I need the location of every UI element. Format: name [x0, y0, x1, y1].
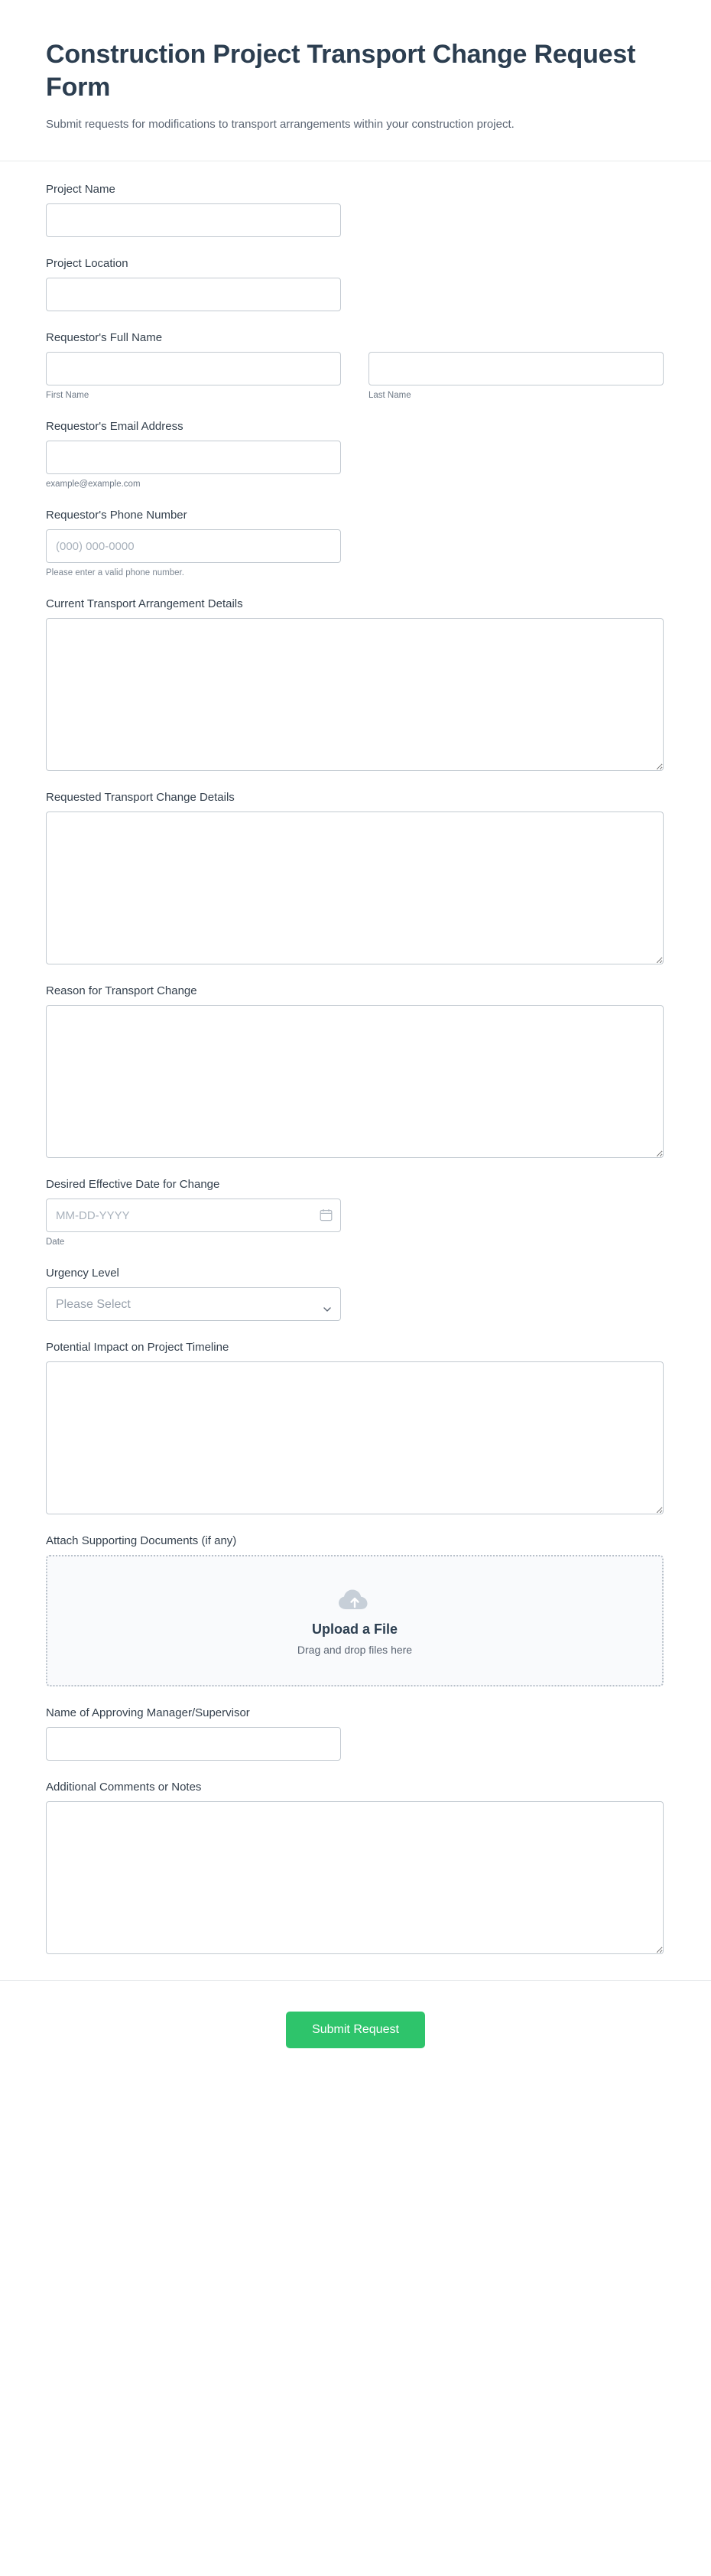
requestor-email-sublabel: example@example.com	[46, 480, 141, 490]
impact-textarea[interactable]	[46, 1361, 664, 1514]
reason-textarea[interactable]	[46, 1005, 664, 1158]
current-transport-textarea[interactable]	[46, 618, 664, 771]
field-requestor-email	[46, 420, 665, 489]
effective-date-input[interactable]	[46, 1199, 341, 1232]
first-name-sublabel: First Name	[46, 391, 89, 401]
field-project-location	[46, 257, 665, 311]
last-name-sublabel: Last Name	[368, 391, 411, 401]
additional-comments-textarea[interactable]	[46, 1801, 664, 1954]
requestor-phone-label: Requestor's Phone Number	[46, 509, 187, 522]
page-title: Construction Project Transport Change Request Form	[46, 40, 636, 102]
requested-change-textarea[interactable]	[46, 812, 664, 964]
field-approving-manager	[46, 1706, 665, 1761]
urgency-select-wrapper	[46, 1287, 341, 1321]
requestor-name-label: Requestor's Full Name	[46, 331, 163, 345]
field-requestor-phone	[46, 509, 665, 577]
last-name-group	[368, 352, 664, 400]
attachments-label: Attach Supporting Documents (if any)	[46, 1534, 237, 1548]
form-footer	[0, 1980, 711, 2094]
field-reason	[46, 984, 665, 1158]
field-requestor-name	[46, 331, 665, 400]
project-name-label: Project Name	[46, 183, 115, 197]
requestor-phone-input[interactable]	[46, 529, 341, 563]
field-additional-comments	[46, 1781, 665, 1954]
urgency-select[interactable]	[46, 1287, 341, 1321]
approving-manager-label: Name of Approving Manager/Supervisor	[46, 1706, 250, 1720]
project-name-input[interactable]	[46, 203, 341, 237]
field-effective-date	[46, 1178, 665, 1247]
submit-button[interactable]: Submit Request	[286, 2012, 425, 2048]
project-location-input[interactable]	[46, 278, 341, 311]
approving-manager-input[interactable]	[46, 1727, 341, 1761]
effective-date-sublabel: Date	[46, 1238, 65, 1247]
last-name-input[interactable]	[368, 352, 664, 385]
urgency-label: Urgency Level	[46, 1267, 119, 1280]
effective-date-label: Desired Effective Date for Change	[46, 1178, 220, 1192]
form-header	[0, 0, 711, 161]
upload-title: Upload a File	[311, 1621, 398, 1637]
page-subtitle: Submit requests for modifications to transport arrangements within your construction project.	[46, 117, 515, 131]
name-row	[46, 352, 665, 400]
requestor-phone-sublabel: Please enter a valid phone number.	[46, 568, 184, 578]
requestor-email-label: Requestor's Email Address	[46, 420, 183, 434]
upload-hint: Drag and drop files here	[297, 1643, 413, 1656]
additional-comments-label: Additional Comments or Notes	[46, 1781, 202, 1794]
impact-label: Potential Impact on Project Timeline	[46, 1341, 229, 1355]
first-name-group	[46, 352, 341, 400]
field-requested-change	[46, 791, 665, 964]
requested-change-label: Requested Transport Change Details	[46, 791, 235, 805]
field-current-transport	[46, 597, 665, 771]
reason-label: Reason for Transport Change	[46, 984, 197, 998]
field-attachments	[46, 1534, 665, 1686]
first-name-input[interactable]	[46, 352, 341, 385]
field-urgency	[46, 1267, 665, 1321]
field-project-name	[46, 183, 665, 237]
file-upload-dropzone[interactable]	[46, 1555, 664, 1686]
date-input-wrapper	[46, 1199, 341, 1232]
field-impact	[46, 1341, 665, 1514]
current-transport-label: Current Transport Arrangement Details	[46, 597, 243, 611]
form-body	[0, 161, 711, 1954]
cloud-upload-icon	[336, 1586, 373, 1614]
requestor-email-input[interactable]	[46, 441, 341, 474]
project-location-label: Project Location	[46, 257, 128, 271]
